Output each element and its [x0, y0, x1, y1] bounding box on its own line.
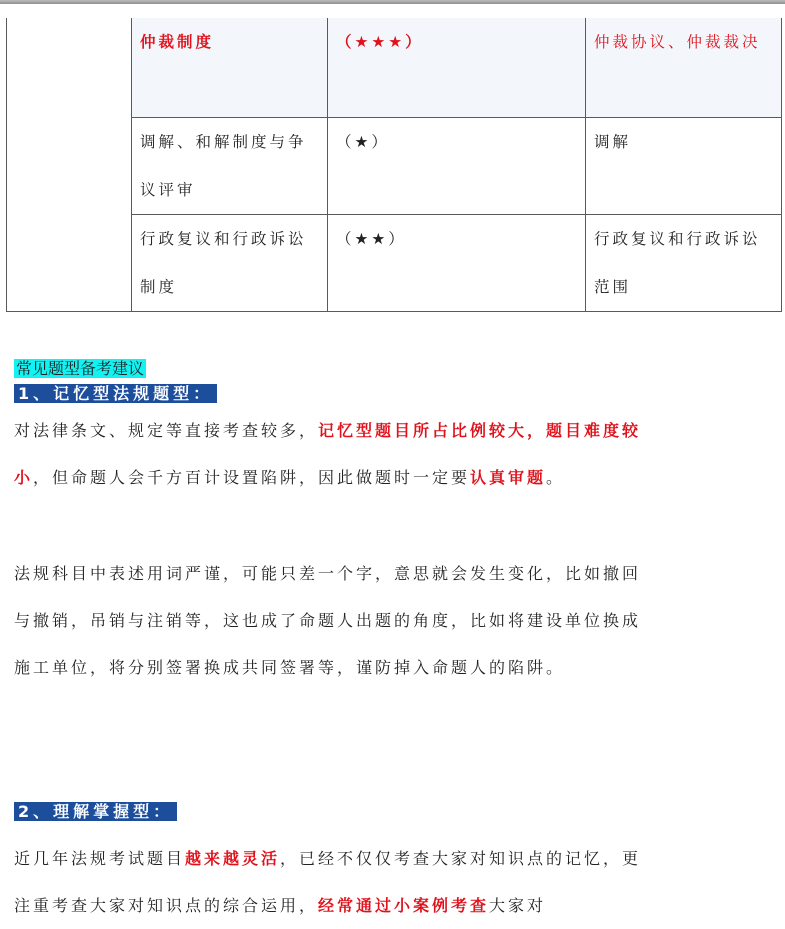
paragraph-understanding	[14, 835, 654, 929]
emphasis-text: 越来越灵活	[185, 849, 281, 868]
importance-stars: （★★）	[336, 229, 407, 248]
text-run: ，但命题人会千方百计设置陷阱，因此做题时一定要	[33, 468, 471, 487]
note-cell	[586, 18, 782, 117]
paragraph-text: 法规科目中表述用词严谨，可能只差一个字，意思就会发生变化，比如撤回与撤销，吊销与注销等，这也成了命题人出题的角度，比如将建设单位换成施工单位，将分别签署换成共同签署等，谨防掉入命题人的陷阱。	[14, 564, 642, 677]
topic-cell	[132, 18, 328, 117]
topic-text: 行政复议和行政诉讼制度	[140, 229, 307, 296]
paragraph-memory-1	[14, 407, 654, 501]
importance-stars: （★）	[336, 132, 390, 151]
note-text: 仲裁协议、仲裁裁决	[594, 33, 761, 51]
note-text: 行政复议和行政诉讼范围	[594, 229, 761, 296]
text-run: ，已经不仅仅考查大家对知识点的记忆，更注重考查大家对知识点的综合运用，	[14, 849, 642, 915]
emphasis-text: 经常通过小案例考查	[318, 896, 490, 915]
stars-cell	[328, 214, 586, 311]
text-run: 。	[546, 468, 566, 487]
note-text: 调解	[594, 132, 632, 151]
text-run: 近几年法规考试题目	[14, 849, 186, 868]
note-cell	[586, 214, 782, 311]
section-title	[14, 358, 146, 380]
top-border	[0, 0, 785, 4]
topic-text: 调解、和解制度与争议评审	[140, 132, 307, 199]
importance-stars: （★★★）	[336, 33, 424, 51]
table-row	[7, 18, 782, 117]
stars-cell	[328, 18, 586, 117]
emphasis-text: 记忆型题目所占比例较大，题目难度较小	[14, 421, 642, 487]
heading-understanding	[14, 801, 177, 823]
section-title-text: 常见题型备考建议	[16, 359, 145, 378]
note-cell	[586, 117, 782, 214]
empty-category-cell	[7, 18, 132, 311]
topic-cell	[132, 117, 328, 214]
text-run: 对法律条文、规定等直接考查较多，	[14, 421, 319, 440]
topic-table	[6, 18, 782, 312]
text-run: 大家对	[489, 896, 547, 915]
emphasis-text: 认真审题	[470, 468, 547, 487]
paragraph-memory-2	[14, 550, 654, 691]
heading-memory	[14, 383, 217, 405]
stars-cell	[328, 117, 586, 214]
heading-understanding-text: 2、理解掌握型：	[14, 802, 177, 821]
heading-memory-text: 1、记忆型法规题型：	[14, 384, 217, 403]
topic-cell	[132, 214, 328, 311]
topic-text: 仲裁制度	[140, 33, 215, 51]
